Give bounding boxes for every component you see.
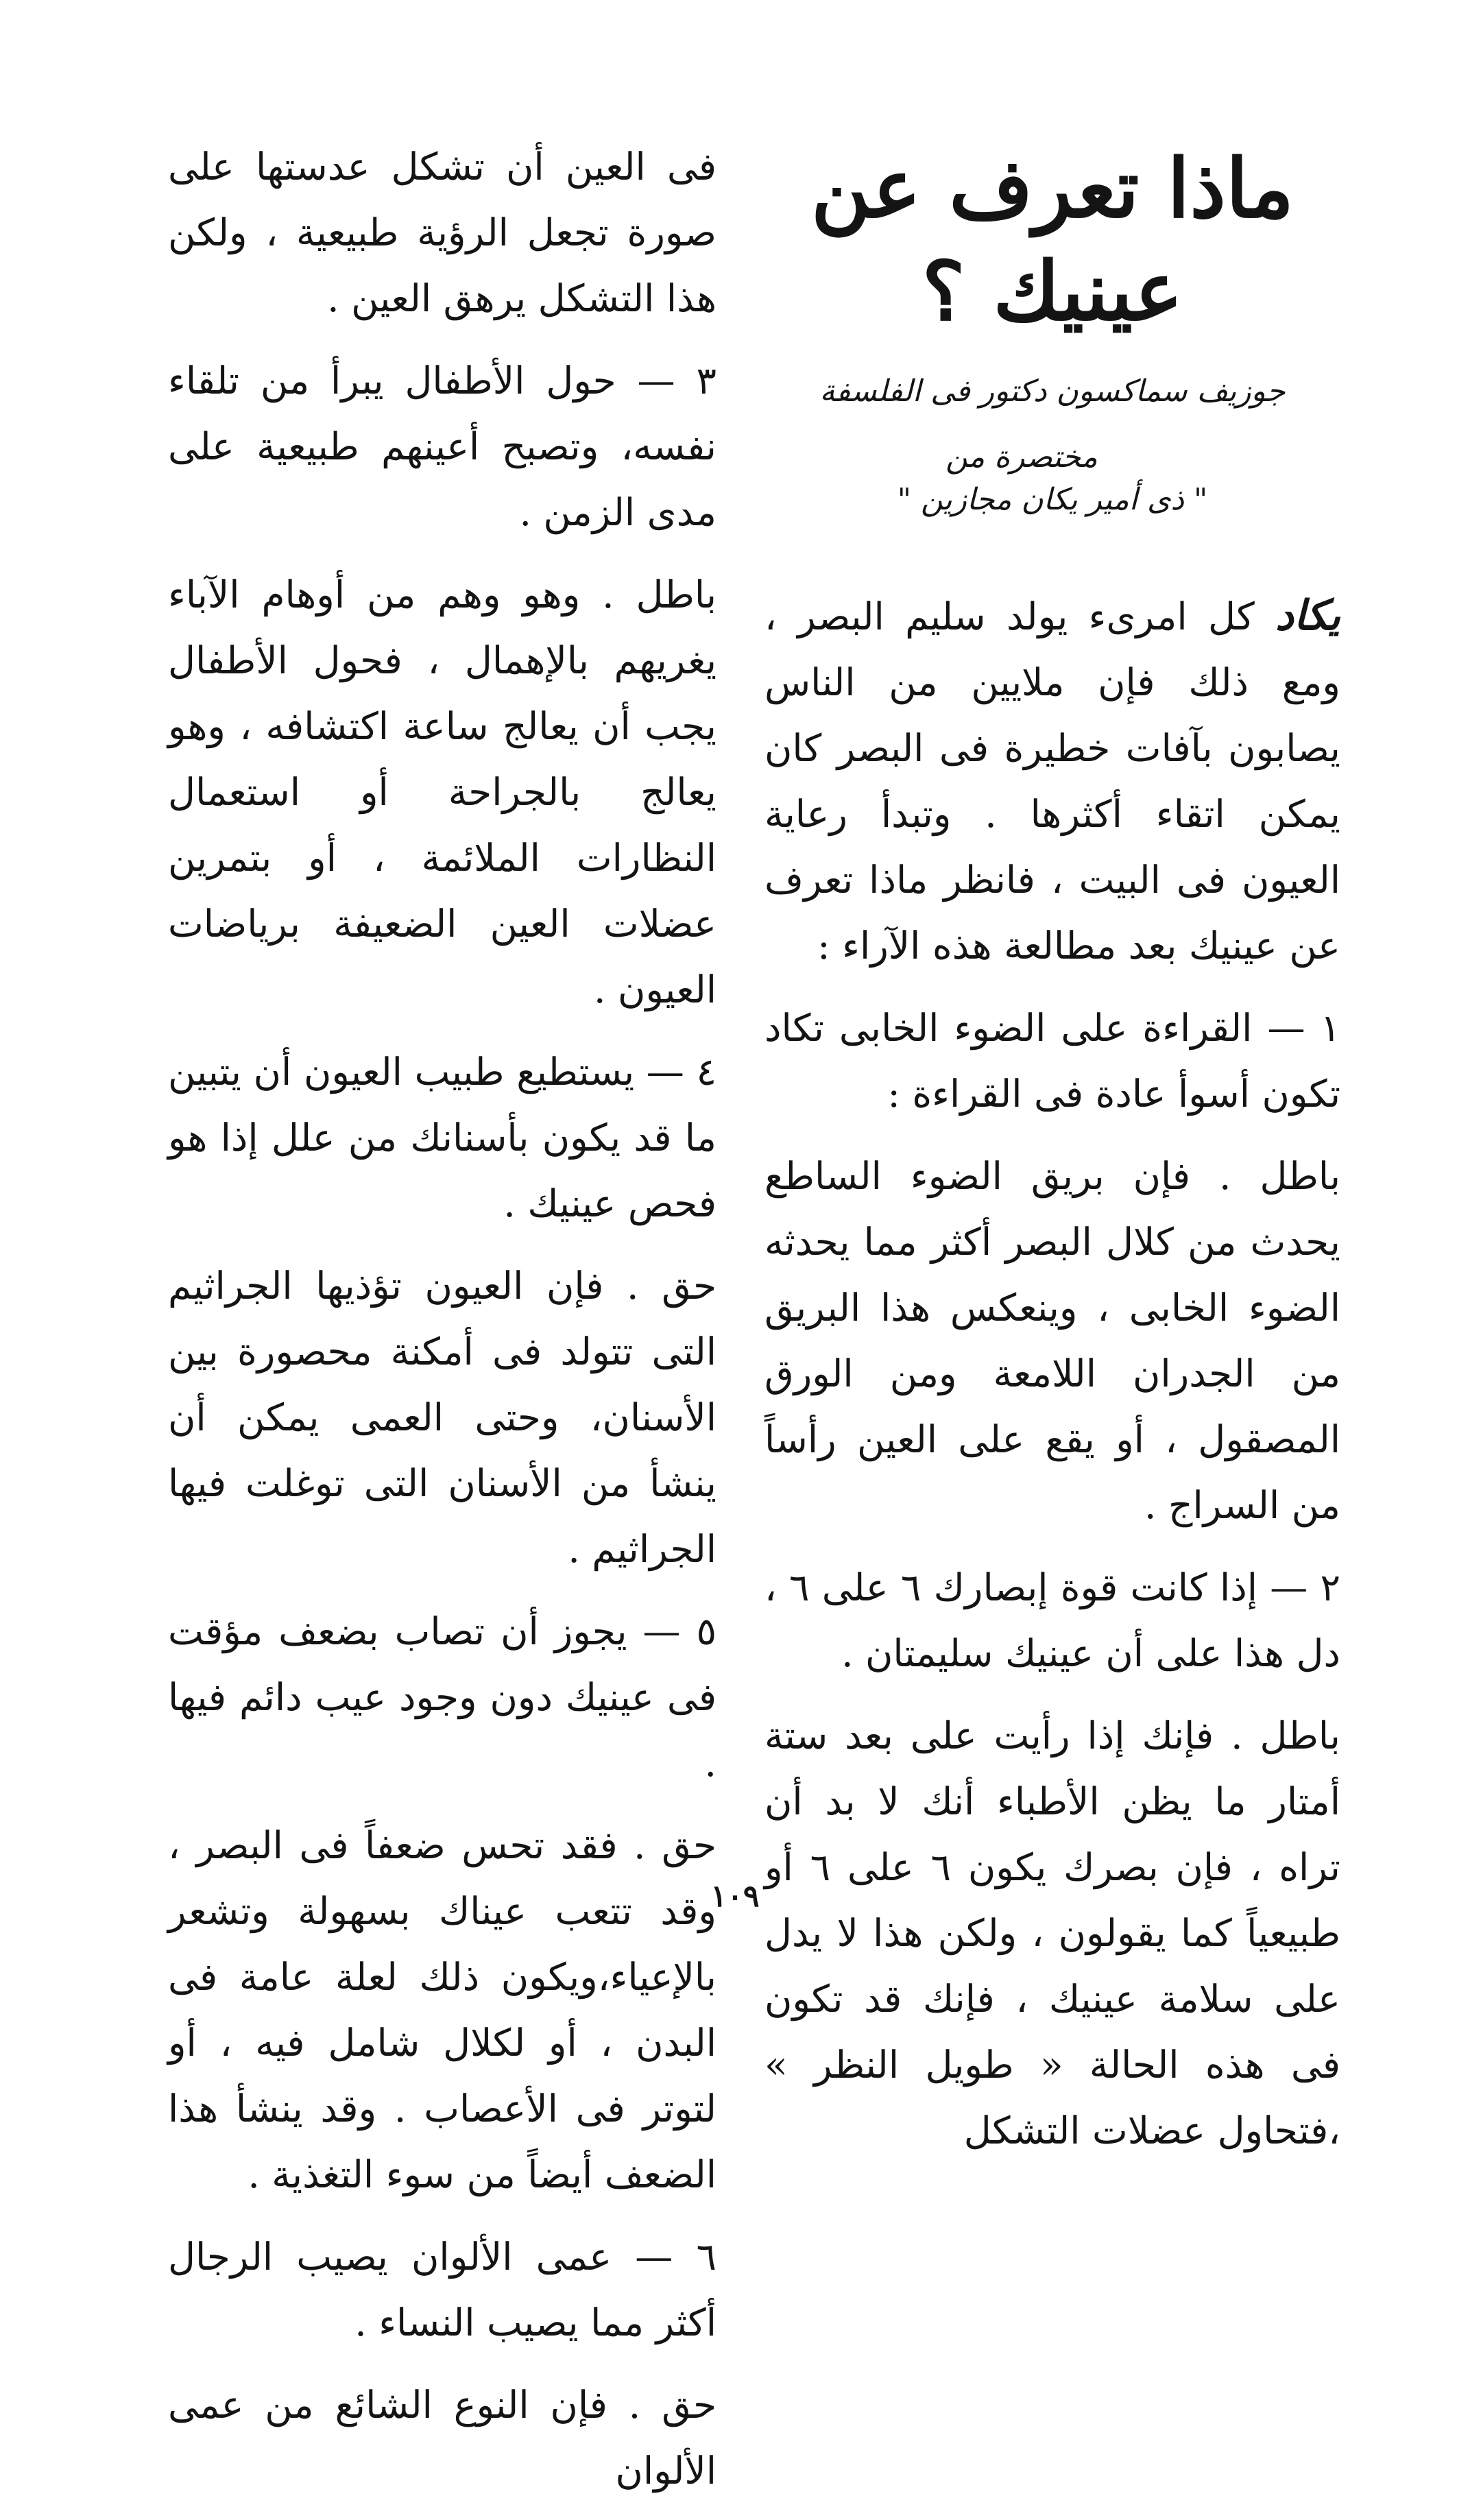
answer-2-continued: فى العين أن تشكل عدستها على صورة تجعل الرؤية طبيعية ، ولكن هذا التشكل يرهق العين . [168,145,716,320]
answer-2: باطل . فإنك إذا رأيت على بعد ستة أمتار ما يظن الأطباء أنك لا بد أن تراه ، فإن بصرك يكون ٦ على ٦ أو طبيعياً كما يقولون ، ولكن هذا لا يدل على سلامة عينيك ، فإنك قد تكون فى هذه الحالة « طويل النظر » ،فتحاول عضلات التشكل [764,1714,1340,2152]
article-title: ماذا تعرف عن عينيك ؟ [810,141,1294,339]
question-3: ٣ — حول الأطفال يبرأ من تلقاء نفسه، وتصبح أعينهم طبيعية على مدى الزمن . [168,359,716,534]
intro-text: كل امرىء يولد سليم البصر ، ومع ذلك فإن ملايين من الناس يصابون بآفات خطيرة فى البصر كان يمكن اتقاء أكثرها . وتبدأ رعاية العيون فى البيت ، فانظر ماذا تعرف عن عينيك بعد مطالعة هذه الآراء : [764,595,1340,968]
answer-5: حق . فقد تحس ضعفاً فى البصر ، وقد تتعب عيناك بسهولة وتشعر بالإعياء،ويكون ذلك لعلة عامة فى البدن ، أو لكلال شامل فيه ، أو لتوتر فى الأعصاب . وقد ينشأ هذا الضعف أيضاً من سوء التغذية . [168,1823,716,2196]
question-1: ١ — القراءة على الضوء الخابى تكاد تكون أسوأ عادة فى القراءة : [764,1006,1340,1116]
intro-lead-word: يكاد [1275,592,1340,640]
source-title: " ذى أمير يكان مجازين " [897,482,1208,517]
page-number: ١٠٩ [710,1879,760,1914]
answer-3: باطل . وهو وهم من أوهام الآباء يغريهم بالإهمال ، فحول الأطفال يجب أن يعالج ساعة اكتشافه ، وهو يعالج بالجراحة أو استعمال النظارات الملائمة ، أو بتمرين عضلات العين الضعيفة برياضات العيون . [168,573,716,1011]
question-2: ٢ — إذا كانت قوة إبصارك ٦ على ٦ ، دل هذا على أن عينيك سليمتان . [764,1565,1340,1675]
question-6: ٦ — عمى الألوان يصيب الرجال أكثر مما يصيب النساء . [168,2235,716,2344]
author-byline: جوزيف سماكسون دكتور فى الفلسفة [819,374,1286,409]
answer-1: باطل . فإن بريق الضوء الساطع يحدث من كلال البصر أكثر مما يحدثه الضوء الخابى ، وينعكس هذا البريق من الجدران اللامعة ومن الورق المصقول ، أو يقع على العين رأساً من السراج . [764,1154,1340,1527]
left-column [168,134,716,2520]
question-4: ٤ — يستطيع طبيب العيون أن يتبين ما قد يكون بأسنانك من علل إذا هو فحص عينيك . [168,1050,716,1225]
answer-4: حق . فإن العيون تؤذيها الجراثيم التى تتولد فى أمكنة محصورة بين الأسنان، وحتى العمى يمكن أن ينشأ من الأسنان التى توغلت فيها الجراثيم . [168,1264,716,1571]
answer-6: حق . فإن النوع الشائع من عمى الألوان [168,2383,716,2493]
question-5: ٥ — يجوز أن تصاب بضعف مؤقت فى عينيك دون وجود عيب دائم فيها . [168,1609,716,1785]
source-label: مختصرة من [945,440,1098,475]
intro-paragraph [764,583,1340,979]
right-column [764,130,1340,2180]
